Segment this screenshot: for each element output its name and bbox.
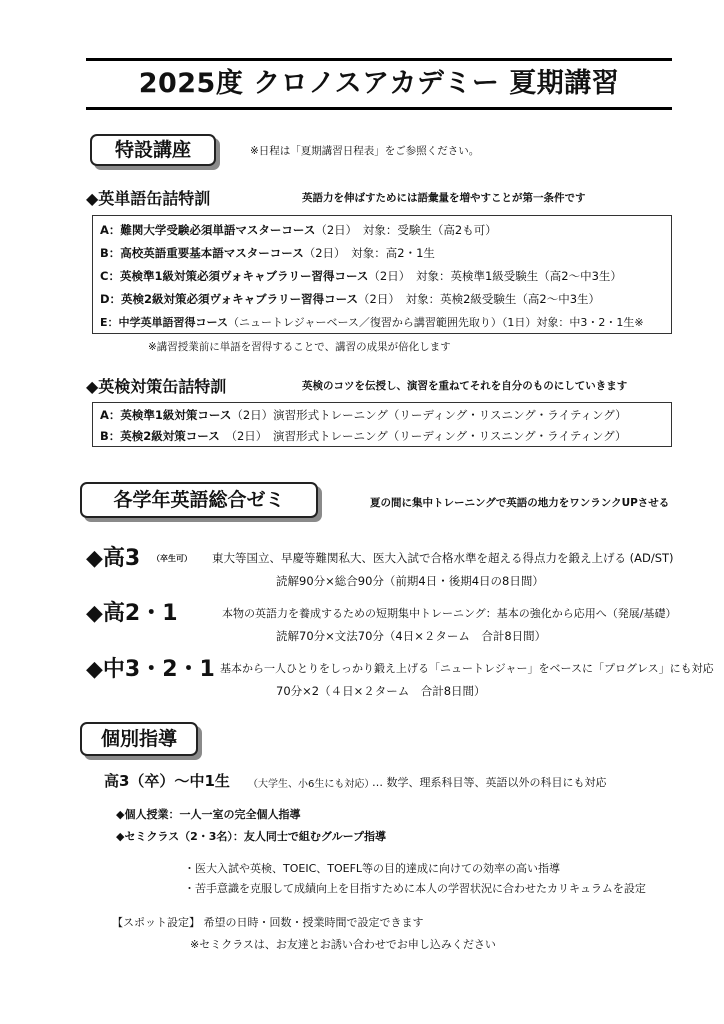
grade-label-jh321: ◆中3・2・1 [86, 657, 215, 682]
list-item [100, 407, 627, 423]
grade-desc-hs21: 本物の英語力を養成するための短期集中トレーニング：基本の強化から応用へ（発展/基礎） [222, 607, 677, 620]
grade-label-hs21: ◆高2・1 [86, 601, 178, 626]
list-item [100, 314, 644, 330]
grade-desc-hs3: 東大等国立、早慶等難関私大、医大入試で合格水準を超える得点力を鍛え上げる (AD/ST) [212, 551, 674, 565]
special-course-heading: 特設講座 [90, 134, 216, 166]
course-name: B：高校英語重要基本語マスターコース [100, 246, 304, 260]
seminar-tagline: 夏の間に集中トレーニングで英語の地力をワンランクUPさせる [370, 497, 670, 509]
spot-note: ※セミクラスは、お友達とお誘い合わせでお申し込みください [190, 938, 496, 951]
course-detail: （ニュートレジャーベース／復習から講習範囲先取り）（1日）対象：中3・2・1生※ [227, 316, 644, 329]
individual-target-sub: （大学生、小6生にも対応） [248, 779, 375, 790]
list-item [100, 291, 600, 307]
schedule-note: ※日程は「夏期講習日程表」をご参照ください。 [250, 145, 480, 157]
course-detail: （2日） 対象：高2・1生 [303, 246, 435, 260]
vocab-footnote: ※講習授業前に単語を習得することで、講習の成果が倍化します [148, 341, 451, 353]
individual-point-2: ・苦手意識を克服して成績向上を目指すために本人の学習状況に合わせたカリキュラムを設定 [184, 882, 646, 895]
grade-schedule-jh321: 70分×2（４日×２ターム 合計8日間） [276, 684, 486, 698]
individual-target-rest: … 数学、理系科目等、英語以外の科目にも対応 [372, 776, 607, 789]
seminar-heading: 各学年英語総合ゼミ [80, 482, 318, 518]
course-name: B：英検2級対策コース [100, 429, 220, 443]
vocab-training-tagline: 英語力を伸ばすためには語彙量を増やすことが第一条件です [302, 192, 586, 204]
course-detail: （2日） 演習形式トレーニング（リーディング・リスニング・ライティング） [219, 429, 627, 443]
spot-setting: 【スポット設定】 希望の日時・回数・授業時間で設定できます [112, 916, 424, 929]
grade-schedule-hs3: 読解90分×総合90分（前期4日・後期4日の8日間） [276, 574, 544, 588]
list-item [100, 222, 497, 238]
course-name: D：英検2級対策必須ヴォキャブラリー習得コース [100, 292, 359, 306]
individual-target: 高3（卒）～中1生 [104, 772, 230, 790]
course-name: A：難関大学受験必須単語マスターコース [100, 223, 316, 237]
course-detail: （2日） 対象：英検準1級受験生（高2～中3生） [368, 269, 622, 283]
list-item [100, 428, 627, 444]
title-rule-bottom [86, 107, 672, 110]
course-detail: （2日） 対象：受験生（高2も可） [315, 223, 497, 237]
individual-type-semi: ◆セミクラス（2・3名）：友人同士で組むグループ指導 [116, 830, 387, 843]
course-detail: （2日）演習形式トレーニング（リーディング・リスニング・ライティング） [231, 408, 627, 422]
course-detail: （2日） 対象：英検2級受験生（高2～中3生） [358, 292, 601, 306]
list-item [100, 245, 435, 261]
individual-heading: 個別指導 [80, 722, 198, 756]
page-title: 2025度 クロノスアカデミー 夏期講習 [138, 68, 620, 99]
grade-sub-hs3: （卒生可） [152, 554, 192, 563]
title-rule-top [86, 58, 672, 61]
course-name: C：英検準1級対策必須ヴォキャブラリー習得コース [100, 269, 369, 283]
course-name: A：英検準1級対策コース [100, 408, 232, 422]
eiken-training-tagline: 英検のコツを伝授し、演習を重ねてそれを自分のものにしていきます [302, 380, 628, 392]
course-name: E：中学英単語習得コース [100, 316, 228, 329]
grade-label-hs3: ◆高3 [86, 546, 141, 571]
list-item [100, 268, 622, 284]
vocab-training-heading: ◆英単語缶詰特訓 [86, 189, 211, 208]
individual-type-private: ◆個人授業：一人一室の完全個人指導 [116, 808, 301, 821]
grade-schedule-hs21: 読解70分×文法70分（4日×２ターム 合計8日間） [276, 629, 547, 643]
grade-desc-jh321: 基本から一人ひとりをしっかり鍛え上げる「ニュートレジャー」をベースに「プログレス」にも対応 [220, 662, 714, 675]
eiken-training-heading: ◆英検対策缶詰特訓 [86, 377, 227, 396]
individual-point-1: ・医大入試や英検、TOEIC、TOEFL等の目的達成に向けての効率の高い指導 [184, 862, 561, 875]
